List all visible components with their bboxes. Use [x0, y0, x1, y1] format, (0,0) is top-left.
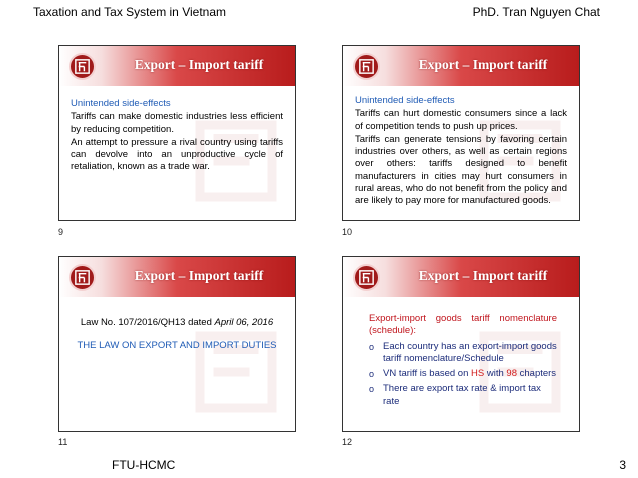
page-header-left: Taxation and Tax System in Vietnam [33, 5, 226, 19]
slide-heading: Unintended side-effects [355, 95, 455, 106]
slide-title: Export – Import tariff [418, 268, 548, 283]
slide-number: 9 [58, 227, 64, 237]
list-item [369, 368, 557, 380]
hs-highlight: HS [471, 368, 485, 380]
bullet-icon: o [369, 384, 375, 395]
page-header-right: PhD. Tran Nguyen Chat [472, 5, 600, 19]
bullet-icon: o [369, 341, 375, 352]
slide-11 [58, 256, 296, 432]
list-item [369, 341, 557, 366]
ftu-logo-icon [69, 264, 96, 291]
slide-10 [342, 45, 580, 221]
slide-paragraph: Tariffs can hurt domestic consumers since a lack of competition tends to push up prices. [355, 108, 567, 132]
slide-title: Export – Import tariff [134, 268, 264, 283]
slide-heading: Unintended side-effects [71, 98, 171, 109]
chapter-count: 98 [506, 368, 517, 380]
slide-title: Export – Import tariff [418, 57, 548, 72]
ftu-logo-icon [69, 53, 96, 80]
list-item-text: VN tariff is based on [383, 368, 472, 380]
ftu-logo-icon [353, 264, 380, 291]
list-item-text: chapters [516, 368, 557, 380]
list-item-text: Each country has an export-import goods tariff nomenclature/Schedule [383, 340, 557, 364]
slide-paragraph: Tariffs can generate tensions by favoring certain industries over others, as well as certain regions over others: tariffs designed to benefit manufacturers in cities may hurt consumers in rural areas, who do not benefit from the policy and are likely to pay more for manufactured goods. [355, 133, 567, 207]
bullet-icon: o [369, 369, 375, 380]
slide-heading: Export-import goods tariff nomenclature (schedule): [369, 313, 557, 337]
slide-number: 10 [342, 227, 353, 237]
law-name: THE LAW ON EXPORT AND IMPORT DUTIES [77, 340, 277, 352]
slide-number: 11 [58, 437, 68, 447]
page-footer-left: FTU-HCMC [112, 458, 176, 472]
law-date: April 06, 2016 [214, 317, 274, 328]
list-item [369, 383, 557, 408]
list-item-text: There are export tax rate & import tax rate [383, 383, 541, 407]
slide-9 [58, 45, 296, 221]
page-number: 3 [619, 458, 626, 472]
slide-12 [342, 256, 580, 432]
law-number: Law No. 107/2016/QH13 dated [80, 317, 215, 328]
slide-paragraph: Tariffs can make domestic industries less efficient by reducing competition. [71, 111, 283, 135]
slide-title: Export – Import tariff [134, 57, 264, 72]
ftu-logo-icon [353, 53, 380, 80]
slide-paragraph: An attempt to pressure a rival country using tariffs can devolve into an unproductive cycle of retaliation, known as a trade war. [71, 136, 283, 173]
list-item-text: with [484, 368, 507, 380]
slide-number: 12 [342, 437, 353, 447]
law-reference [71, 317, 283, 329]
